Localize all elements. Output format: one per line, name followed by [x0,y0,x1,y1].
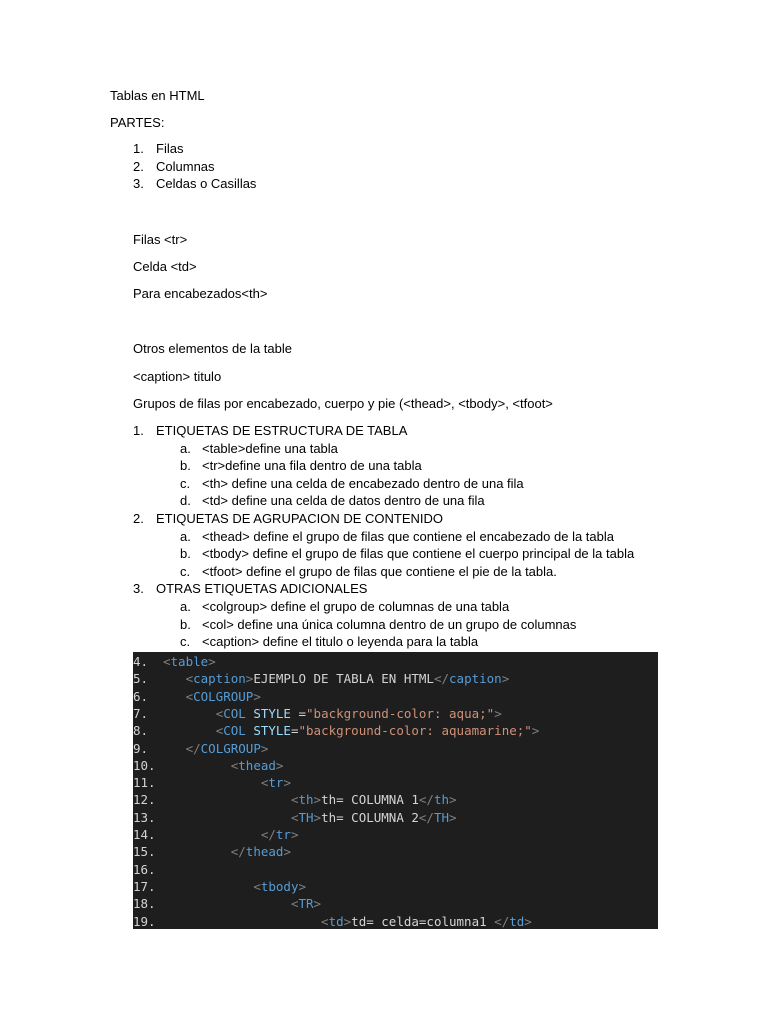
doc-title: Tablas en HTML [110,88,205,103]
code-token: > [283,844,291,860]
line-number: 8. [133,723,149,739]
code-token [163,844,231,859]
line-number: 14. [133,827,156,842]
code-line [133,826,299,843]
list-item-text: Celdas o Casillas [156,176,257,192]
code-line [133,861,163,878]
code-token: < [290,809,299,825]
sub-item-text: <tfoot> define el grupo de filas que contiene el pie de la tabla. [202,563,557,579]
line-number: 9. [133,740,149,756]
list-number: 3. [133,581,144,597]
code-token: COL [223,723,246,739]
code-token: th [298,792,314,808]
code-line [133,722,539,739]
sub-item [133,563,634,581]
code-token: tr [275,827,291,842]
code-token [163,914,321,929]
sub-letter: c. [180,563,191,579]
code-token: </ [494,913,510,929]
code-token: </ [230,844,246,860]
sub-item [133,492,634,510]
list-number: 2. [133,158,144,174]
code-token: TH [298,809,314,825]
code-token: < [185,671,194,687]
code-token [163,706,216,721]
code-token: > [245,671,254,687]
code-token: EJEMPLO DE TABLA EN HTML [253,671,434,687]
list-number: 2. [133,510,144,526]
code-line [133,653,216,670]
code-token: < [290,896,299,912]
sub-item-text: <tr>define una fila dentro de una tabla [202,458,422,474]
code-token: td= celda=columna1 [351,913,495,929]
partes-heading: PARTES: [110,115,165,130]
code-token [163,810,291,825]
code-line [133,878,306,895]
partes-list [133,140,256,193]
code-token: > [524,913,532,929]
section-title: ETIQUETAS DE AGRUPACION DE CONTENIDO [156,510,443,526]
code-token: > [494,705,502,721]
code-line [133,688,261,705]
code-line [133,740,268,757]
sub-letter: a. [180,440,191,456]
code-token: "background-color: aquamarine;" [298,723,532,739]
code-token [163,758,231,773]
line-number: 17. [133,878,156,894]
code-line [133,895,321,912]
code-line [133,791,457,808]
code-token: = [290,723,299,739]
section-heading [133,510,634,528]
code-token: < [260,775,269,791]
code-token [163,879,253,894]
list-item-text: Filas [156,141,184,156]
line-number: 4. [133,654,149,669]
code-token: < [230,757,239,773]
filas-line: Filas <tr> [133,232,188,247]
code-token: STYLE [253,705,291,721]
list-number: 1. [133,423,144,438]
code-token [163,792,291,807]
code-token: < [321,913,329,929]
code-token: > [253,688,261,704]
list-item-text: Columnas [156,158,215,174]
sub-letter: d. [180,493,191,509]
code-line [133,670,509,687]
code-token: tbody [260,878,299,894]
code-token: th= COLUMNA 1 [321,792,419,808]
section-heading [133,580,634,598]
code-token [163,827,261,842]
sub-item [133,440,634,458]
code-token: TR [298,896,314,912]
sub-item-text: <caption> define el titulo o leyenda para la tabla [202,634,479,650]
code-token: = [290,705,307,721]
code-token: > [275,757,284,773]
code-token [163,775,261,790]
code-token: "background-color: aqua;" [306,705,495,721]
sub-letter: c. [180,475,191,491]
section-title: ETIQUETAS DE ESTRUCTURA DE TABLA [156,423,408,438]
line-number: 6. [133,688,149,704]
otros-line: Otros elementos de la table [133,341,292,356]
line-number: 12. [133,792,156,808]
code-token: > [208,654,216,669]
sub-item [133,457,634,475]
code-token: > [531,723,540,739]
code-token: thead [238,757,276,773]
code-token [163,723,216,738]
list-number: 1. [133,141,144,156]
code-line [133,757,283,774]
sub-item [133,475,634,493]
code-token: > [313,792,322,808]
code-token: COL [223,705,246,721]
code-token: caption [449,671,502,687]
code-token: th [433,792,450,808]
caption-line: <caption> titulo [133,369,222,384]
code-line [133,705,502,722]
code-token [163,671,186,686]
code-token: > [343,913,352,929]
line-number: 5. [133,671,149,687]
code-token: </ [260,827,276,842]
code-block [133,652,658,929]
code-token: </ [418,792,434,808]
code-token: COLGROUP [200,740,261,756]
code-token [163,741,186,756]
code-line [133,913,532,930]
line-number: 11. [133,775,156,791]
sub-item-text: <thead> define el grupo de filas que contiene el encabezado de la tabla [202,528,614,544]
encabezados-line: Para encabezados<th> [133,286,268,301]
line-number: 16. [133,861,156,877]
code-token: thead [245,844,284,860]
code-token [163,689,186,704]
list-item [133,175,256,193]
code-token: </ [185,740,201,756]
sub-item-text: <td> define una celda de datos dentro de una fila [202,493,485,509]
line-number: 7. [133,705,149,721]
line-number: 15. [133,844,156,860]
sub-item [133,616,634,634]
sub-item-text: <col> define una única columna dentro de un grupo de columnas [202,616,577,632]
sub-item-text: <colgroup> define el grupo de columnas de una tabla [202,598,510,614]
sub-item [133,633,634,651]
code-token: COLGROUP [193,688,254,704]
line-number: 10. [133,757,156,773]
code-token: </ [433,671,450,687]
line-number: 19. [133,913,156,929]
sub-item [133,598,634,616]
code-token [163,896,291,911]
line-number: 18. [133,896,156,912]
etiquetas-list [133,422,634,651]
code-token: > [260,740,269,756]
list-number: 3. [133,176,144,192]
section-heading [133,422,634,440]
code-token: > [283,775,291,791]
code-token: </ [418,809,434,825]
sub-letter: c. [180,634,191,650]
code-token: > [298,878,307,894]
code-token: > [313,896,322,912]
code-token: < [185,688,194,704]
code-token: STYLE [253,723,291,739]
line-number: 13. [133,809,156,825]
code-token: table [170,654,209,669]
code-token: TH [433,809,450,825]
sub-letter: b. [180,458,191,474]
code-token: < [215,723,224,739]
code-token: < [163,654,171,669]
sub-item [133,528,634,546]
list-item [133,158,256,176]
code-token: > [449,809,457,825]
code-token: > [290,827,299,842]
section-title: OTRAS ETIQUETAS ADICIONALES [156,581,368,597]
sub-letter: a. [180,528,191,544]
celda-line: Celda <td> [133,259,197,274]
code-line [133,809,457,826]
sub-item [133,545,634,563]
sub-letter: b. [180,546,191,562]
sub-item-text: <table>define una tabla [202,440,338,456]
sub-item-text: <th> define una celda de encabezado dentro de una fila [202,475,524,491]
code-line [133,843,291,860]
sub-item-text: <tbody> define el grupo de filas que contiene el cuerpo principal de la tabla [202,546,635,562]
code-line [133,774,291,791]
code-token: > [313,809,322,825]
code-token: td [328,913,344,929]
code-token: < [253,878,261,894]
code-token: < [290,792,299,808]
list-item [133,140,256,158]
sub-letter: b. [180,616,191,632]
code-token: tr [268,775,284,791]
code-token: td [509,913,525,929]
sub-letter: a. [180,598,191,614]
code-token: caption [193,671,246,687]
code-token: th= COLUMNA 2 [321,809,419,825]
code-token: > [501,671,510,687]
grupos-line: Grupos de filas por encabezado, cuerpo y pie (<thead>, <tbody>, <tfoot> [133,396,553,411]
code-token: > [449,792,457,808]
code-token: < [215,705,224,721]
